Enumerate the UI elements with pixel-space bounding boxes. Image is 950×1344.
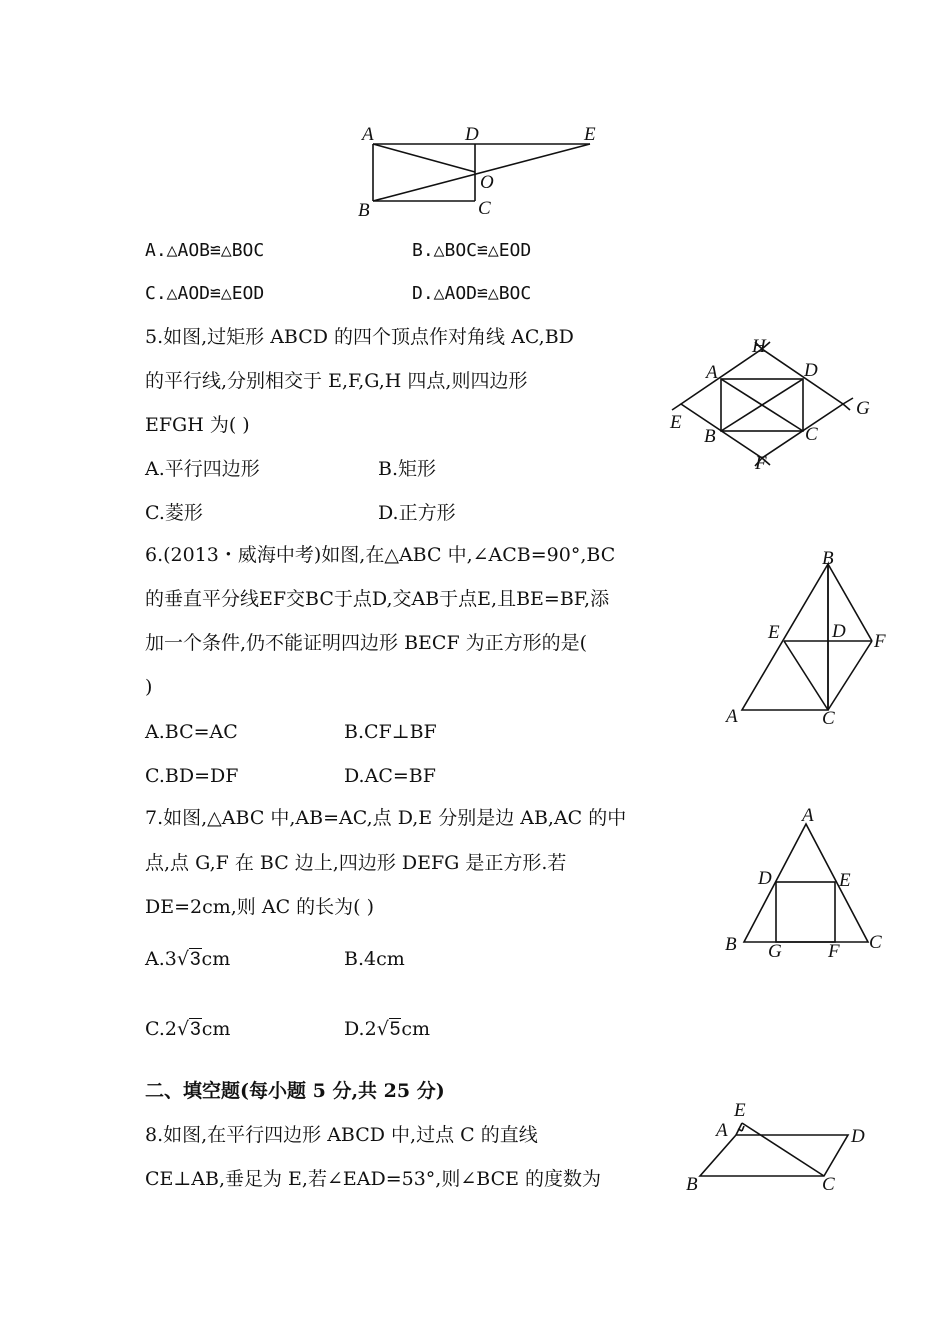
label-b: B (358, 200, 370, 221)
figure-efgh-rhombus (660, 330, 880, 475)
q7-option-b: B.4cm (344, 948, 405, 970)
q5-line-3: EFGH 为( ) (145, 414, 250, 436)
q4-option-a: A.△AOB≌△BOC (145, 240, 265, 261)
label-c: C (869, 932, 882, 953)
q7-option-c (145, 1015, 230, 1044)
q7-option-d-prefix: D.2 (344, 1018, 377, 1040)
q6-line-2: 的垂直平分线EF交BC于点D,交AB于点E,且BE=BF,添 (145, 588, 610, 610)
label-d: D (851, 1126, 865, 1147)
q7-option-a-unit: cm (201, 948, 231, 970)
label-c: C (822, 1174, 835, 1195)
q7-line-1: 7.如图,△ABC 中,AB=AC,点 D,E 分别是边 AB,AC 的中 (145, 807, 627, 829)
q7-line-3: DE=2cm,则 AC 的长为( ) (145, 896, 375, 918)
section-2-title: 二、填空题(每小题 5 分,共 25 分) (145, 1080, 445, 1102)
figure-parallelogram (680, 1098, 880, 1198)
label-f: F (828, 941, 840, 962)
label-g: G (768, 941, 782, 962)
q7-line-2: 点,点 G,F 在 BC 边上,四边形 DEFG 是正方形.若 (145, 852, 567, 874)
q4-option-d: D.△AOD≌△BOC (412, 283, 532, 304)
q7-option-c-prefix: C.2 (145, 1018, 177, 1040)
q7-option-a-radicand: 3 (189, 949, 201, 970)
label-a: A (362, 124, 374, 145)
label-o: O (480, 172, 494, 193)
q6-option-a: A.BC=AC (145, 721, 238, 743)
q4-option-c: C.△AOD≌△EOD (145, 283, 265, 304)
label-a: A (716, 1120, 728, 1141)
q7-option-a (145, 945, 230, 974)
q5-option-d: D.正方形 (378, 502, 456, 524)
q7-option-d-radicand: 5 (389, 1019, 401, 1040)
q5-option-b: B.矩形 (378, 458, 437, 480)
q6-option-d: D.AC=BF (344, 765, 436, 787)
label-c: C (478, 198, 491, 219)
label-a: A (726, 706, 738, 727)
label-e: E (839, 870, 851, 891)
q7-option-c-unit: cm (201, 1018, 231, 1040)
q5-option-c: C.菱形 (145, 502, 203, 524)
q5-line-2: 的平行线,分别相交于 E,F,G,H 四点,则四边形 (145, 370, 528, 392)
label-e: E (734, 1100, 746, 1121)
label-e: E (670, 412, 682, 433)
q7-option-d (344, 1015, 430, 1044)
q8-line-1: 8.如图,在平行四边形 ABCD 中,过点 C 的直线 (145, 1124, 538, 1146)
label-f: F (874, 631, 886, 652)
q4-option-b: B.△BOC≌△EOD (412, 240, 532, 261)
label-b: B (704, 426, 716, 447)
label-d: D (465, 124, 479, 145)
label-d: D (804, 360, 818, 381)
label-h: H (752, 336, 766, 357)
label-c: C (805, 424, 818, 445)
q7-option-d-unit: cm (401, 1018, 431, 1040)
label-g: G (856, 398, 870, 419)
sqrt-icon: √3 (177, 1018, 201, 1040)
label-b: B (822, 548, 834, 569)
label-e: E (584, 124, 596, 145)
label-d: D (758, 868, 772, 889)
q6-line-4: ) (145, 676, 153, 698)
label-e: E (768, 622, 780, 643)
sqrt-icon: √3 (176, 948, 201, 970)
label-c: C (822, 708, 835, 729)
figure-square-in-triangle (720, 802, 895, 962)
q7-option-c-radicand: 3 (190, 1019, 201, 1040)
figure-becf-triangle (720, 548, 895, 730)
figure-rectangle-abcd-e (350, 118, 610, 223)
label-d: D (832, 621, 846, 642)
label-b: B (686, 1174, 698, 1195)
q6-option-c: C.BD=DF (145, 765, 239, 787)
q5-line-1: 5.如图,过矩形 ABCD 的四个顶点作对角线 AC,BD (145, 326, 574, 348)
label-b: B (725, 934, 737, 955)
q6-line-3: 加一个条件,仍不能证明四边形 BECF 为正方形的是( (145, 632, 588, 654)
q8-line-2: CE⊥AB,垂足为 E,若∠EAD=53°,则∠BCE 的度数为 (145, 1168, 602, 1190)
q6-line-1: 6.(2013・威海中考)如图,在△ABC 中,∠ACB=90°,BC (145, 544, 616, 566)
q6-option-b: B.CF⊥BF (344, 721, 437, 743)
label-a: A (802, 805, 814, 826)
label-a: A (706, 362, 718, 383)
q7-option-a-prefix: A.3 (145, 948, 177, 970)
label-f: F (755, 453, 767, 474)
q5-option-a: A.平行四边形 (145, 458, 260, 480)
sqrt-icon: √5 (376, 1018, 401, 1040)
